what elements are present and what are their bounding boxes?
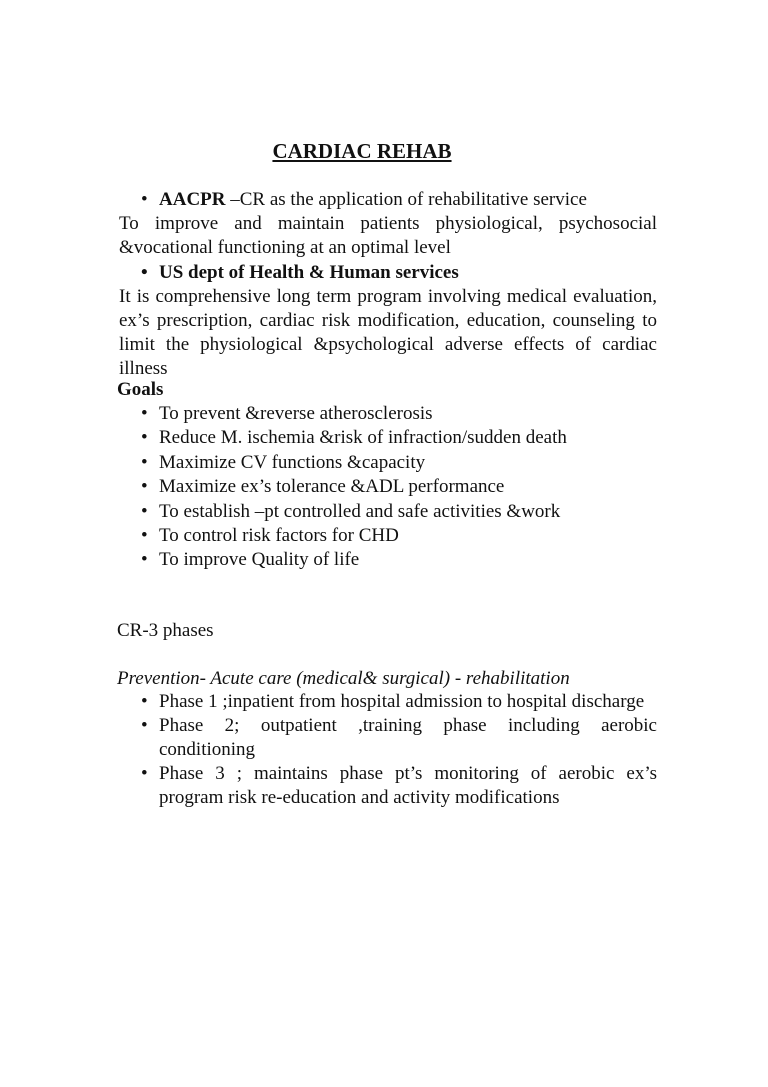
list-item: • US dept of Health & Human services [117,261,657,285]
list-item: • Reduce M. ischemia &risk of infraction/sudden death [117,426,657,450]
goals-section [117,378,657,573]
phases-list [117,690,657,810]
list-item [117,188,657,212]
aacpr-text: –CR as the application of rehabilitative service [225,189,587,210]
paragraph: It is comprehensive long term program involving medical evaluation, ex’s prescription, cardiac risk modification, education, counseling to limit the physiological &psychological adverse effects of cardiac illness [119,286,657,379]
page-title: CARDIAC REHAB [272,139,452,163]
list-item: • Phase 3 ; maintains phase pt’s monitoring of aerobic ex’s program risk re-education and activity modifications [117,762,657,810]
list-item: • Phase 1 ;inpatient from hospital admission to hospital discharge [117,690,657,714]
list-item: • To improve Quality of life [117,548,657,572]
definitions-section [117,188,657,381]
paragraph: To improve and maintain patients physiological, psychosocial &vocational functioning at an optimal level [119,213,657,258]
phases-subheading: Prevention- Acute care (medical& surgical) - rehabilitation [117,668,570,689]
goals-heading: Goals [117,379,164,400]
aacpr-label: AACPR [159,189,226,210]
list-item: • Phase 2; outpatient ,training phase including aerobic conditioning [117,714,657,762]
phases-heading: CR-3 phases [117,620,214,641]
list-item: • To establish –pt controlled and safe activities &work [117,500,657,524]
list-item: • To prevent &reverse atherosclerosis [117,402,657,426]
list-item: • To control risk factors for CHD [117,524,657,548]
list-item: • Maximize CV functions &capacity [117,451,657,475]
list-item: • Maximize ex’s tolerance &ADL performance [117,475,657,499]
